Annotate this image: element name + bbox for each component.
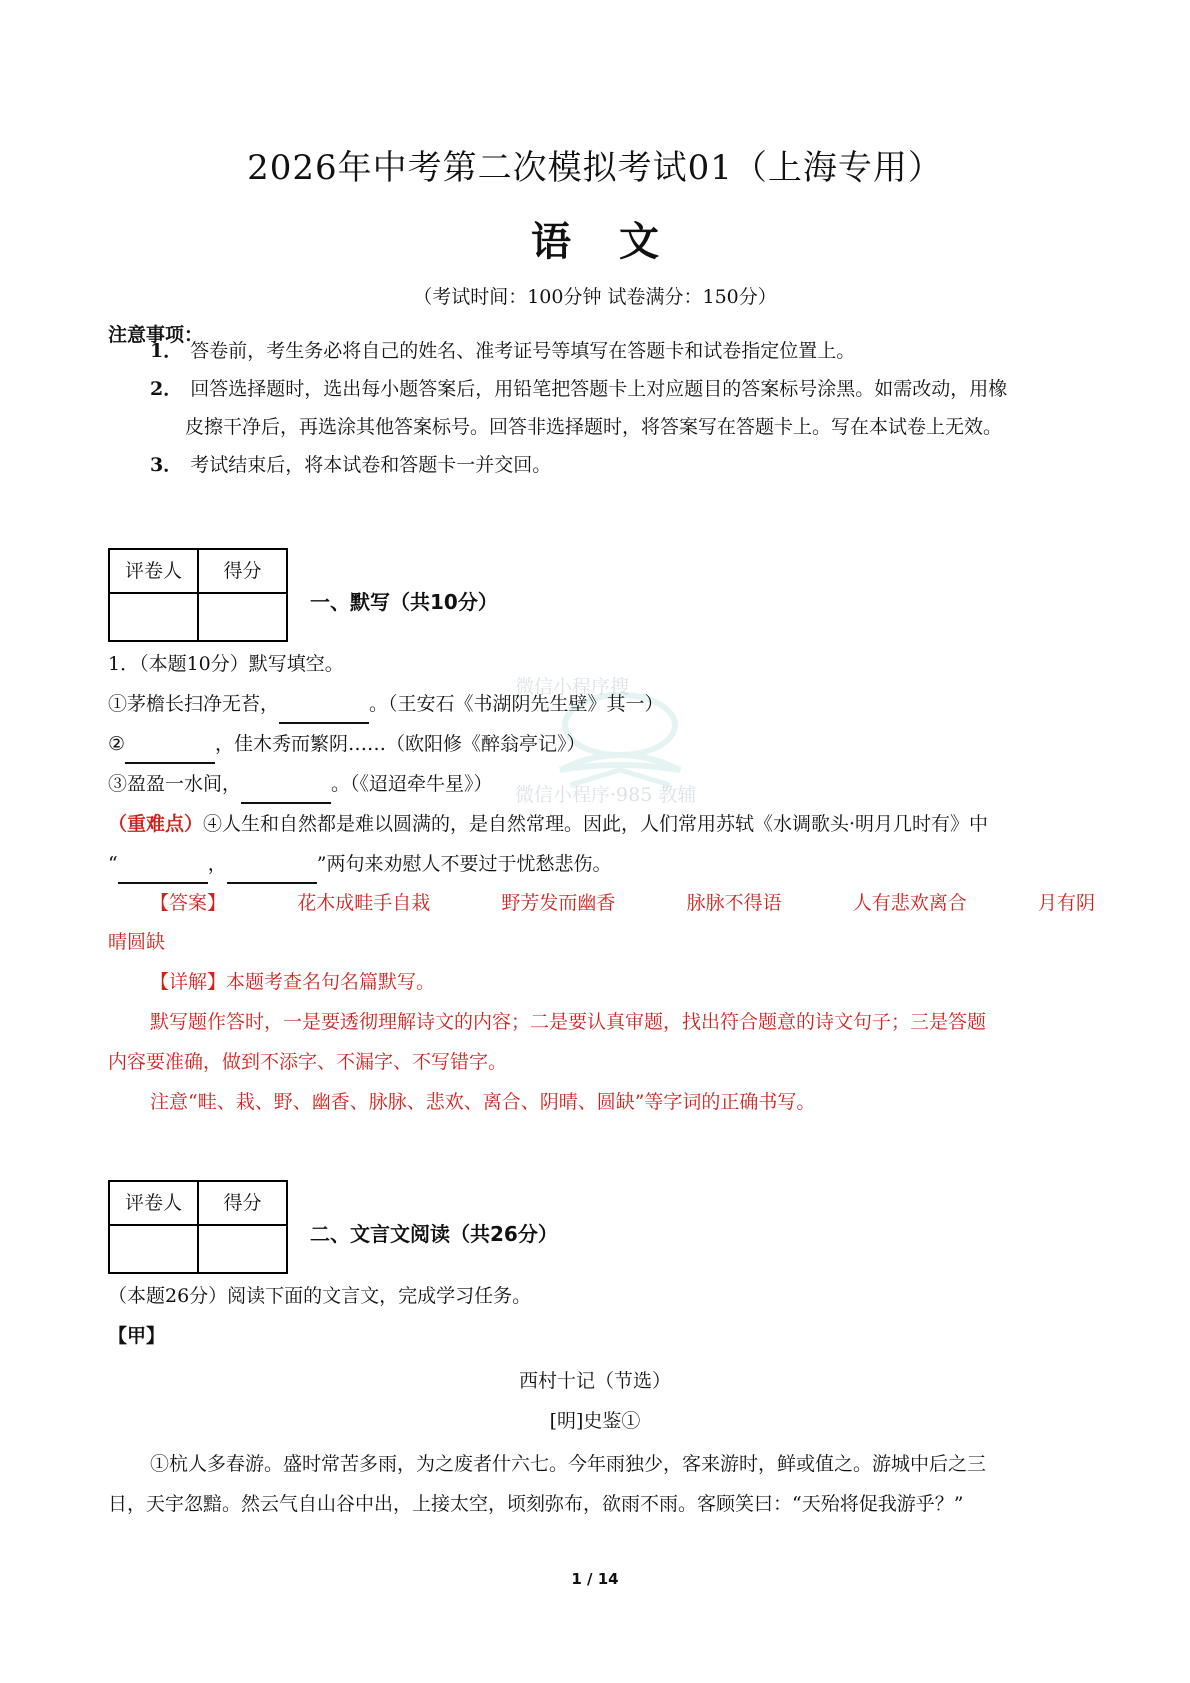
- difficulty-tag: （重难点）: [108, 813, 204, 835]
- question-1-item-4-cont: “ ， ”两句来劝慰人不要过于忧愁悲伤。: [108, 844, 1098, 884]
- passage-author: [明]史鉴①: [549, 1410, 641, 1432]
- notice-item-1: 1． 答卷前，考生务必将自己的姓名、准考证号等填写在答题卡和试卷指定位置上。: [150, 340, 856, 362]
- answer-blank: [125, 742, 215, 764]
- watermark-text-top: 微信小程序搜: [515, 676, 630, 698]
- section-2-intro: （本题26分）阅读下面的文言文，完成学习任务。: [108, 1285, 532, 1307]
- score-label: 得分: [197, 550, 286, 592]
- page-number: 1 / 14: [571, 1570, 619, 1588]
- answer-3: 脉脉不得语: [686, 892, 782, 914]
- exam-title: 2026年中考第二次模拟考试01（上海专用）: [247, 148, 943, 188]
- answer-row: [150, 888, 1095, 915]
- explain-1: 默写题作答时，一是要透彻理解诗文的内容；二是要认真审题，找出符合题意的诗文句子；三是答题: [150, 1011, 987, 1033]
- reviewer-cell: [110, 1226, 197, 1274]
- passage-para-1-cont: 日，天宇忽黯。然云气自山谷中出，上接太空，顷刻弥布，欲雨不雨。客顾笑曰：“天殆将促我游乎？”: [108, 1493, 964, 1515]
- answer-tail: 晴圆缺: [108, 931, 166, 953]
- notice-heading: 注意事项：: [108, 324, 204, 346]
- subject-title: [0, 210, 1190, 267]
- explain-2: 内容要准确，做到不添字、不漏字、不写错字。: [108, 1051, 508, 1073]
- section-2-heading: 二、文言文阅读（共26分）: [310, 1222, 558, 1246]
- answer-4: 人有悲欢离合: [852, 892, 967, 914]
- answer-label: 【答案】: [150, 892, 227, 914]
- section-1-heading: 一、默写（共10分）: [310, 590, 498, 614]
- answer-blank: [241, 782, 331, 804]
- reviewer-cell: [110, 594, 197, 642]
- notice-item-2-cont: 皮擦干净后，再选涂其他答案标号。回答非选择题时，将答案写在答题卡上。写在本试卷上无效。: [185, 416, 1003, 438]
- score-table-1: [108, 548, 288, 642]
- part-label: 【甲】: [108, 1325, 166, 1347]
- passage-para-1: ①杭人多春游。盛时常苦多雨，为之废者什六七。今年雨独少，客来游时，鲜或值之。游城中后之三: [150, 1453, 987, 1475]
- score-table-2: [108, 1180, 288, 1274]
- exam-info: （考试时间：100分钟 试卷满分：150分）: [413, 286, 777, 308]
- score-cell: [197, 1226, 286, 1274]
- notice-item-2: 2． 回答选择题时，选出每小题答案后，用铅笔把答题卡上对应题目的答案标号涂黑。如需改动，用橡: [150, 378, 1008, 400]
- explain-3: 注意“畦、栽、野、幽香、脉脉、悲欢、离合、阴晴、圆缺”等字词的正确书写。: [150, 1091, 816, 1113]
- notice-item-3: 3． 考试结束后，将本试卷和答题卡一并交回。: [150, 454, 552, 476]
- subject-char-1: 语: [531, 219, 571, 265]
- score-label: 得分: [197, 1182, 286, 1224]
- answer-blank: [118, 862, 208, 884]
- answer-blank: [227, 862, 317, 884]
- answer-5: 月有阴: [1037, 892, 1095, 914]
- question-1-intro: 1．（本题10分）默写填空。: [108, 653, 344, 675]
- reviewer-label: 评卷人: [124, 1192, 182, 1214]
- passage-title: 西村十记（节选）: [518, 1370, 671, 1392]
- question-1-item-4: （重难点）④人生和自然都是难以圆满的，是自然常理。因此，人们常用苏轼《水调歌头·明月几时有》中: [108, 813, 989, 835]
- watermark-text-bottom: 微信小程序·985 教辅: [515, 784, 697, 806]
- question-1-item-3: ③盈盈一水间， 。（《迢迢牵牛星》）: [108, 764, 1098, 804]
- subject-char-2: 文: [619, 219, 659, 265]
- score-cell: [197, 594, 286, 642]
- explain-label: 【详解】本题考查名句名篇默写。: [150, 971, 436, 993]
- reviewer-label: 评卷人: [124, 560, 182, 582]
- answer-1: 花木成畦手自栽: [297, 892, 431, 914]
- answer-2: 野芳发而幽香: [501, 892, 616, 914]
- question-1-item-2: ② ，佳木秀而繁阴……（欧阳修《醉翁亭记》）: [108, 724, 1098, 764]
- answer-blank: [279, 702, 369, 724]
- question-1-item-1: ①茅檐长扫净无苔， 。（王安石《书湖阴先生壁》其一）: [108, 684, 1098, 724]
